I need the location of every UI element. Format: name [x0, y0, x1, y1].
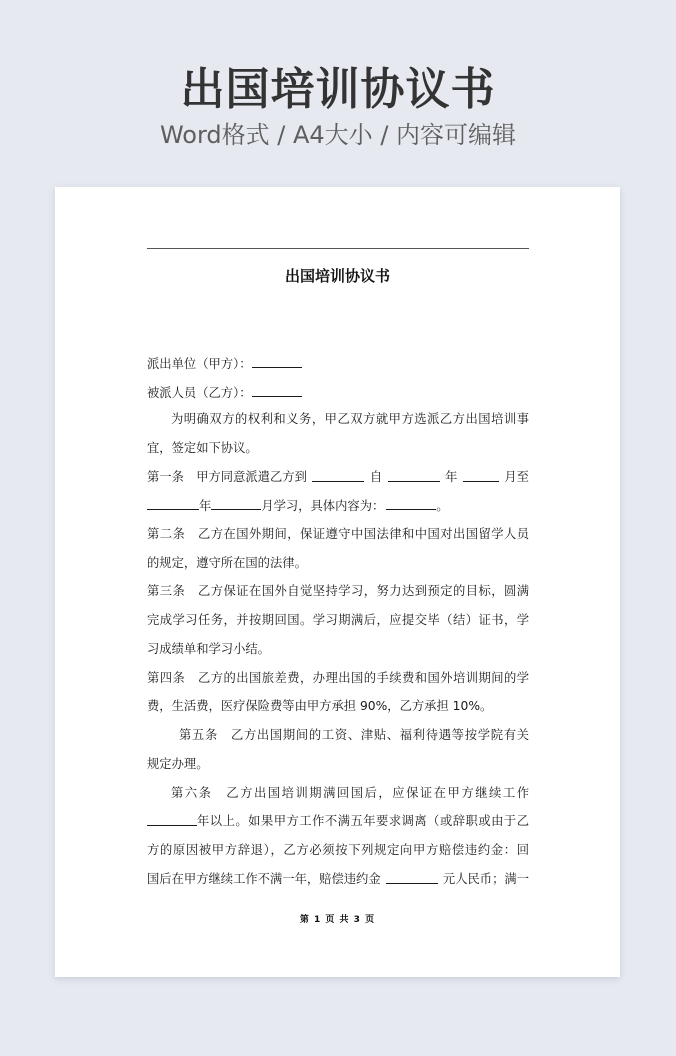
party-a-label: 派出单位（甲方）：: [147, 357, 252, 371]
banner-subtitle: Word格式 / A4大小 / 内容可编辑: [159, 121, 517, 149]
article-1-text-f: 月学习，具体内容为：: [261, 499, 385, 513]
document-page: [55, 187, 620, 977]
article-1-line-1: [147, 467, 529, 487]
end-month-blank[interactable]: [211, 495, 261, 510]
article-1-text-c: 年: [445, 470, 458, 484]
start-month-blank[interactable]: [463, 467, 499, 482]
intro-line-1: 为明确双方的权利和义务，甲乙双方就甲方选派乙方出国培训事: [171, 412, 529, 426]
article-5-line-1: 第五条 乙方出国期间的工资、津贴、福利待遇等按学院有关: [179, 728, 529, 742]
intro-line-2: 宜，签定如下协议。: [147, 441, 258, 455]
party-b-label: 被派人员（乙方）：: [147, 386, 252, 400]
penalty-amount-blank[interactable]: [386, 869, 438, 884]
destination-blank[interactable]: [312, 467, 364, 482]
article-1-text-e: 年: [199, 499, 212, 513]
party-a-line: [147, 353, 529, 373]
article-6-line-4: [147, 869, 529, 889]
article-1-text-a: 第一条 甲方同意派遣乙方到: [147, 470, 307, 484]
article-4-line-2: 费，生活费，医疗保险费等由甲方承担 90%，乙方承担 10%。: [147, 699, 493, 713]
page-number: 第 1 页 共 3 页: [299, 915, 376, 925]
document-title: 出国培训协议书: [284, 267, 390, 285]
article-5-line-2: 规定办理。: [147, 757, 209, 771]
article-2-line-1: 第二条 乙方在国外期间，保证遵守中国法律和中国对出国留学人员: [147, 527, 529, 541]
party-b-blank[interactable]: [252, 382, 302, 397]
header-rule: [147, 248, 529, 249]
article-2-line-2: 的规定，遵守所在国的法律。: [147, 556, 307, 570]
end-year-blank[interactable]: [147, 495, 199, 510]
article-6-text-b: 年以上。如果甲方工作不满五年要求调离（或辞职或由于乙: [197, 814, 529, 828]
party-a-blank[interactable]: [252, 353, 302, 368]
start-year-blank[interactable]: [388, 467, 440, 482]
article-1-line-2: [147, 495, 529, 515]
article-6-line-1: 第六条 乙方出国培训期满回国后，应保证在甲方继续工作: [171, 786, 529, 800]
article-1-text-b: 自: [369, 470, 383, 484]
article-6-line-2: [147, 811, 529, 831]
article-1-text-g: 。: [436, 499, 449, 513]
content-blank[interactable]: [386, 495, 436, 510]
party-b-line: [147, 382, 529, 402]
article-6-text-e: 元人民币；满一: [442, 872, 529, 886]
article-3-line-1: 第三条 乙方保证在国外自觉坚持学习，努力达到预定的目标，圆满: [147, 584, 529, 598]
article-6-line-3: 方的原因被甲方辞退），乙方必须按下列规定向甲方赔偿违约金：回: [147, 843, 529, 857]
article-3-line-2: 完成学习任务，并按期回国。学习期满后，应提交毕（结）证书，学: [147, 613, 529, 627]
article-4-line-1: 第四条 乙方的出国旅差费，办理出国的手续费和国外培训期间的学: [147, 671, 529, 685]
years-blank[interactable]: [147, 811, 197, 826]
banner-title: 出国培训协议书: [180, 64, 496, 115]
article-3-line-3: 习成绩单和学习小结。: [147, 642, 270, 656]
article-6-text-d: 国后在甲方继续工作不满一年，赔偿违约金: [147, 872, 381, 886]
article-1-text-d: 月至: [504, 470, 529, 484]
